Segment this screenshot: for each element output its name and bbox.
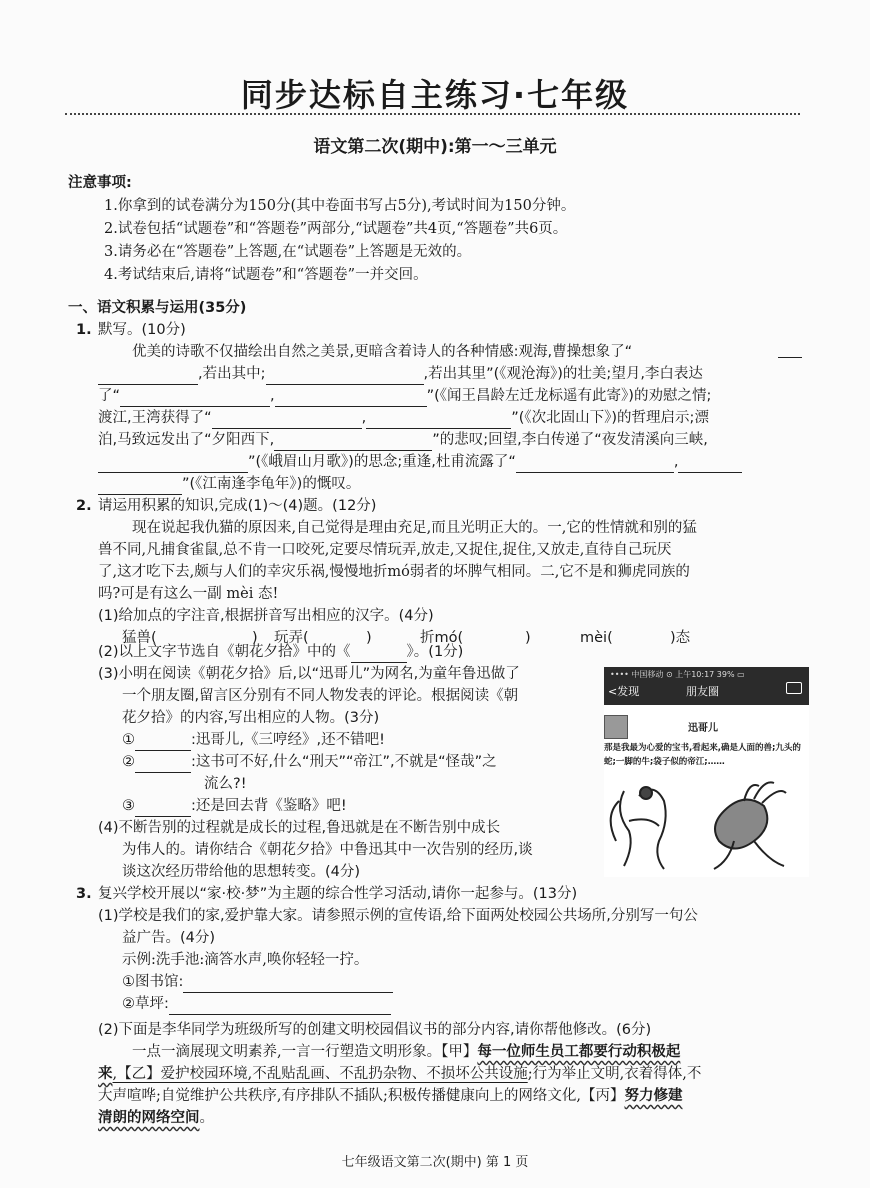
q2-text: :还是回去背《鉴略》吧! (191, 798, 347, 814)
q1-line6 (98, 451, 742, 473)
wavy-underlined-text: 清朗的网络空间 (98, 1110, 200, 1126)
place-library (122, 971, 393, 993)
answer-blank[interactable] (120, 390, 270, 407)
q1-text: 渡江,王湾获得了“ (98, 410, 212, 426)
answer-blank[interactable] (351, 646, 407, 663)
example-text: 示例:洗手池:滴答水声,唤你轻轻一拧。 (122, 952, 369, 968)
proposal-line (98, 1107, 214, 1129)
question-title: 复兴学校开展以“家·校·梦”为主题的综合性学习活动,请你一起参与。(13分) (98, 886, 578, 902)
answer-blank[interactable] (212, 412, 362, 429)
question-title: 默写。(10分) (98, 322, 186, 338)
answer-blank[interactable] (135, 756, 191, 773)
question-number: 3. (76, 886, 92, 902)
back-link[interactable]: <发现 (608, 685, 640, 698)
q3-text: 。 (199, 1110, 214, 1126)
pinyin-item: ) (525, 630, 531, 646)
q1-line7 (98, 473, 360, 495)
q2-text: :迅哥儿,《三哼经》,还不错吧! (191, 732, 385, 748)
passage-line: 了,这才吃下去,颇与人们的幸灾乐祸,慢慢地折mó弱者的坏脾气相同。二,它不是和狮虎同族的 (98, 564, 690, 580)
comment-2 (122, 751, 497, 773)
mythical-creatures-illustration (604, 771, 809, 877)
q1-text: 优美的诗歌不仅描绘出自然之美景,更暗含着诗人的各种情感:观海,曹操想象了“ (132, 344, 633, 360)
avatar (604, 715, 628, 739)
note-item: 4.考试结束后,请将“试题卷”和“答题卷”一并交回。 (104, 267, 428, 283)
q2-text: :这书可不好,什么“刑天”“帝江”,不就是“怪哉”之 (191, 754, 497, 770)
answer-blank[interactable] (274, 434, 432, 451)
q2-text: ① (122, 732, 135, 748)
q1-text: 了“ (98, 388, 121, 404)
answer-blank[interactable] (135, 800, 191, 817)
sub-question: (4)不断告别的过程就是成长的过程,鲁迅就是在不断告别中成长 (98, 820, 501, 836)
answer-blank[interactable] (678, 456, 742, 473)
q3-text: 一点一滴展现文明素养,一言一行塑造文明形象。【甲】 (132, 1044, 478, 1060)
q1-text: , (673, 454, 679, 470)
passage-line: 现在说起我仇猫的原因来,自己觉得是理由充足,而且光明正大的。一,它的性情就和别的猛 (132, 520, 697, 536)
wavy-underlined-text: 来 (98, 1066, 113, 1082)
underlined-text: ,【乙】爱护校园环境,不乱贴乱画、不乱扔杂物、不损坏公共设施 (112, 1066, 528, 1082)
note-item: 2.试卷包括“试题卷”和“答题卷”两部分,“试题卷”共4页,“答题卷”共6页。 (104, 221, 568, 237)
answer-blank[interactable] (266, 368, 424, 385)
answer-blank[interactable] (169, 998, 391, 1015)
page-subtitle: 语文第二次(期中):第一～三单元 (313, 137, 557, 157)
sub-question: (2)下面是李华同学为班级所写的创建文明校园倡议书的部分内容,请你帮他修改。(6分) (98, 1022, 652, 1038)
answer-blank[interactable] (183, 976, 393, 993)
sub-question: 为伟人的。请你结合《朝花夕拾》中鲁迅其中一次告别的经历,谈 (122, 842, 533, 858)
proposal-line (132, 1041, 680, 1063)
phone-status-bar: •••• 中国移动 ⊙ 上午10:17 39% ▭ (610, 670, 745, 679)
q1-text: , (361, 410, 367, 426)
question-title: 请运用积累的知识,完成(1)～(4)题。(12分) (98, 498, 377, 514)
section-heading: 一、语文积累与运用(35分) (68, 300, 247, 316)
sub-question: 花夕拾》的内容,写出相应的人物。(3分) (122, 710, 380, 726)
pinyin-item: ) (252, 630, 258, 646)
comment-3 (122, 795, 347, 817)
q3-text: ①图书馆: (122, 974, 184, 990)
q1-text: ,若出其中; (198, 366, 266, 382)
answer-blank[interactable] (275, 390, 427, 407)
question-number: 1. (76, 322, 92, 338)
passage-line: 吗?可是有这么一副 mèi 态! (98, 586, 279, 602)
pinyin-item: 猛兽( (122, 630, 157, 646)
q1-text: 泊,马致远发出了“夕阳西下, (98, 432, 275, 448)
comment-1 (122, 729, 385, 751)
q1-text: ”(《闻王昌龄左迁龙标遥有此寄》)的劝慰之情; (426, 388, 712, 404)
q1-text: , (270, 388, 275, 404)
q2-text: ③ (122, 798, 135, 814)
wavy-underlined-text: 努力修建 (624, 1088, 683, 1104)
q1-text: ”(《江南逢李龟年》)的慨叹。 (182, 476, 361, 492)
q3-text: ②草坪: (122, 996, 169, 1012)
place-lawn (122, 993, 391, 1015)
answer-blank[interactable] (98, 478, 182, 495)
sub-question: (1)给加点的字注音,根据拼音写出相应的汉字。(4分) (98, 608, 434, 624)
notes-heading: 注意事项: (68, 175, 132, 191)
pinyin-item: ) (366, 630, 372, 646)
note-item: 1.你拿到的试卷满分为150分(其中卷面书写占5分),考试时间为150分钟。 (104, 198, 576, 214)
phone-title: 朋友圈 (686, 685, 719, 698)
q3-text: 大声喧哗;自觉维护公共秩序,有序排队不插队;积极传播健康向上的网络文化,【丙】 (98, 1088, 625, 1104)
answer-blank[interactable] (516, 456, 674, 473)
q1-line2 (98, 363, 703, 385)
wechat-moments-screenshot (604, 667, 809, 877)
question-number: 2. (76, 498, 92, 514)
q1-text: ”(《峨眉山月歌》)的思念;重逢,杜甫流露了“ (248, 454, 516, 470)
post-username: 迅哥儿 (688, 723, 718, 734)
note-item: 3.请务必在“答题卷”上答题,在“试题卷”上答题是无效的。 (104, 244, 472, 260)
answer-blank[interactable] (135, 734, 191, 751)
wavy-underlined-text: 每一位师生员工都要行动积极起 (477, 1044, 681, 1060)
q2-text: ② (122, 754, 135, 770)
proposal-line (98, 1063, 701, 1085)
camera-icon[interactable] (786, 682, 802, 694)
sub-question: 益广告。(4分) (122, 930, 216, 946)
q1-text: ,若出其里”(《观沧海》)的壮美;望月,李白表达 (423, 366, 703, 382)
q1-text: ”的悲叹;回望,李白传递了“夜发清溪向三峡, (432, 432, 708, 448)
comment-2-cont: 流么?! (204, 776, 247, 792)
page-title: 同步达标自主练习·七年级 (240, 76, 630, 114)
q3-text: ;行为举止文明,衣着得体,不 (527, 1066, 702, 1082)
answer-blank[interactable] (778, 341, 802, 358)
q2-text: 》。(1分) (406, 644, 464, 660)
pinyin-item: 折mó( (420, 630, 464, 646)
q2-text: (2)以上文字节选自《朝花夕拾》中的《 (98, 644, 351, 660)
title-divider (65, 113, 800, 115)
q1-line5 (98, 429, 708, 451)
q1-line4 (98, 407, 709, 429)
sub-question: 一个朋友圈,留言区分别有不同人物发表的评论。根据阅读《朝 (122, 688, 519, 704)
sub-question (98, 641, 463, 663)
phone-nav-bar (604, 667, 809, 705)
post-text: 那是我最为心爱的宝书,看起来,确是人面的兽;九头的蛇;一脚的牛;袋子似的帝江;…… (604, 743, 801, 767)
q1-text: ”(《次北固山下》)的哲理启示;漂 (511, 410, 709, 426)
q1-line3 (98, 385, 711, 407)
sub-question: (3)小明在阅读《朝花夕拾》后,以“迅哥儿”为网名,为童年鲁迅做了 (98, 666, 520, 682)
proposal-line (98, 1085, 683, 1107)
answer-blank[interactable] (366, 412, 511, 429)
page-footer: 七年级语文第二次(期中) 第 1 页 (341, 1155, 529, 1170)
sub-question: 谈这次经历带给他的思想转变。(4分) (122, 864, 361, 880)
pinyin-item: mèi( (580, 630, 613, 646)
passage-line: 兽不同,凡捕食雀鼠,总不肯一口咬死,定要尽情玩弄,放走,又捉住,捉住,又放走,直待自己玩厌 (98, 542, 672, 558)
pinyin-item: )态 (670, 630, 691, 646)
answer-blank[interactable] (98, 456, 248, 473)
answer-blank[interactable] (98, 368, 198, 385)
sub-question: (1)学校是我们的家,爱护靠大家。请参照示例的宣传语,给下面两处校园公共场所,分别写一句公 (98, 908, 698, 924)
pinyin-item: 玩弄( (274, 630, 309, 646)
